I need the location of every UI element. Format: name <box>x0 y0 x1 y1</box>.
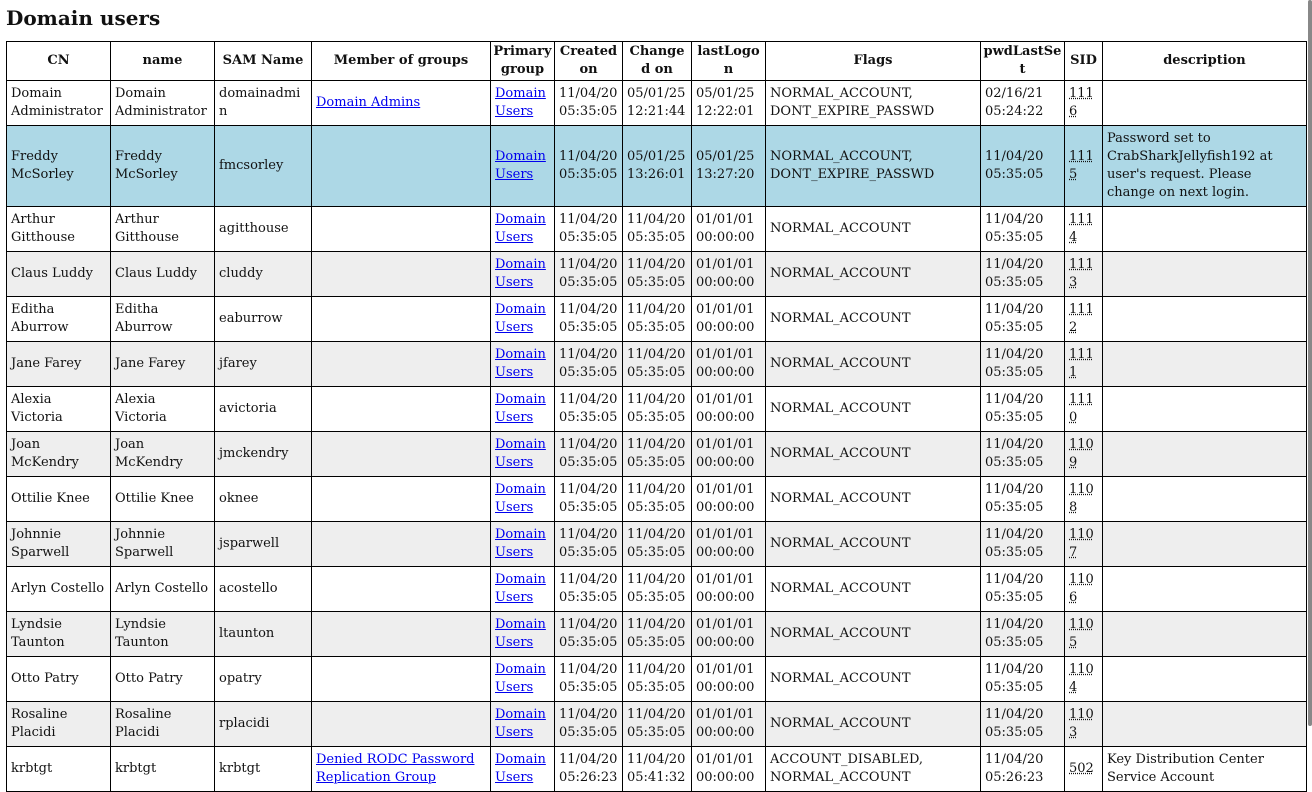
col-header-flags[interactable]: Flags <box>766 42 981 81</box>
cell-primary-group <box>491 747 555 792</box>
col-header-description[interactable]: description <box>1103 42 1307 81</box>
cell-flags: ACCOUNT_DISABLED, NORMAL_ACCOUNT <box>766 747 981 792</box>
cell-cn: Otto Patry <box>7 657 111 702</box>
cell-changed-on: 11/04/20 05:35:05 <box>623 207 692 252</box>
table-row[interactable] <box>7 522 1307 567</box>
cell-name: Ottilie Knee <box>111 477 215 522</box>
col-header-pwdlastset[interactable]: pwdLastSet <box>981 42 1065 81</box>
cell-sam-name: acostello <box>215 567 312 612</box>
cell-lastlogon: 01/01/01 00:00:00 <box>692 657 766 702</box>
cell-member-of-groups <box>312 81 491 126</box>
cell-sam-name: jsparwell <box>215 522 312 567</box>
cell-pwdlastset: 11/04/20 05:35:05 <box>981 297 1065 342</box>
cell-name: Editha Aburrow <box>111 297 215 342</box>
cell-member-of-groups <box>312 297 491 342</box>
cell-member-of-groups <box>312 612 491 657</box>
cell-cn: Claus Luddy <box>7 252 111 297</box>
cell-created-on: 11/04/20 05:35:05 <box>555 387 623 432</box>
cell-primary-group <box>491 522 555 567</box>
sid-value[interactable]: 1113 <box>1069 257 1094 290</box>
cell-cn: Johnnie Sparwell <box>7 522 111 567</box>
cell-primary-group <box>491 342 555 387</box>
cell-description <box>1103 297 1307 342</box>
cell-created-on: 11/04/20 05:35:05 <box>555 477 623 522</box>
sid-value[interactable]: 1107 <box>1069 527 1094 560</box>
cell-pwdlastset: 11/04/20 05:26:23 <box>981 747 1065 792</box>
cell-name: Rosaline Placidi <box>111 702 215 747</box>
cell-member-of-groups <box>312 522 491 567</box>
cell-member-of-groups <box>312 252 491 297</box>
cell-name: Arlyn Costello <box>111 567 215 612</box>
cell-primary-group <box>491 432 555 477</box>
col-header-sam-name[interactable]: SAM Name <box>215 42 312 81</box>
cell-changed-on: 11/04/20 05:35:05 <box>623 387 692 432</box>
primary-group-link[interactable]: Domain Users <box>495 302 546 335</box>
cell-flags: NORMAL_ACCOUNT <box>766 387 981 432</box>
primary-group-link[interactable]: Domain Users <box>495 86 546 119</box>
sid-value[interactable]: 1106 <box>1069 572 1094 605</box>
cell-changed-on: 11/04/20 05:35:05 <box>623 252 692 297</box>
primary-group-link[interactable]: Domain Users <box>495 392 546 425</box>
cell-sam-name: opatry <box>215 657 312 702</box>
cell-cn: Rosaline Placidi <box>7 702 111 747</box>
primary-group-link[interactable]: Domain Users <box>495 752 546 785</box>
sid-value[interactable]: 1104 <box>1069 662 1094 695</box>
cell-primary-group <box>491 612 555 657</box>
cell-name: Johnnie Sparwell <box>111 522 215 567</box>
cell-description <box>1103 702 1307 747</box>
cell-member-of-groups <box>312 207 491 252</box>
cell-sid <box>1065 342 1103 387</box>
table-row[interactable] <box>7 387 1307 432</box>
cell-flags: NORMAL_ACCOUNT <box>766 657 981 702</box>
col-header-primary-group[interactable]: Primary group <box>491 42 555 81</box>
cell-sam-name: domainadmin <box>215 81 312 126</box>
cell-pwdlastset: 02/16/21 05:24:22 <box>981 81 1065 126</box>
cell-created-on: 11/04/20 05:35:05 <box>555 252 623 297</box>
cell-pwdlastset: 11/04/20 05:35:05 <box>981 126 1065 207</box>
cell-description: Key Distribution Center Service Account <box>1103 747 1307 792</box>
cell-lastlogon: 05/01/25 12:22:01 <box>692 81 766 126</box>
table-row[interactable] <box>7 342 1307 387</box>
cell-flags: NORMAL_ACCOUNT, DONT_EXPIRE_PASSWD <box>766 81 981 126</box>
cell-cn: krbtgt <box>7 747 111 792</box>
cell-primary-group <box>491 297 555 342</box>
cell-created-on: 11/04/20 05:35:05 <box>555 342 623 387</box>
cell-pwdlastset: 11/04/20 05:35:05 <box>981 207 1065 252</box>
cell-sid <box>1065 702 1103 747</box>
cell-sid <box>1065 81 1103 126</box>
cell-name: Joan McKendry <box>111 432 215 477</box>
primary-group-link[interactable]: Domain Users <box>495 347 546 380</box>
cell-lastlogon: 01/01/01 00:00:00 <box>692 432 766 477</box>
cell-member-of-groups <box>312 747 491 792</box>
page-title: Domain users <box>6 6 161 30</box>
cell-lastlogon: 01/01/01 00:00:00 <box>692 207 766 252</box>
cell-created-on: 11/04/20 05:35:05 <box>555 207 623 252</box>
sid-value[interactable]: 1108 <box>1069 482 1094 515</box>
cell-pwdlastset: 11/04/20 05:35:05 <box>981 342 1065 387</box>
vertical-scrollbar[interactable] <box>1308 0 1312 726</box>
cell-created-on: 11/04/20 05:35:05 <box>555 702 623 747</box>
cell-description <box>1103 432 1307 477</box>
cell-description <box>1103 522 1307 567</box>
cell-changed-on: 05/01/25 13:26:01 <box>623 126 692 207</box>
cell-primary-group <box>491 387 555 432</box>
cell-changed-on: 11/04/20 05:35:05 <box>623 612 692 657</box>
sid-value[interactable]: 1105 <box>1069 617 1094 650</box>
cell-lastlogon: 01/01/01 00:00:00 <box>692 567 766 612</box>
cell-sam-name: avictoria <box>215 387 312 432</box>
cell-cn: Lyndsie Taunton <box>7 612 111 657</box>
cell-name: Alexia Victoria <box>111 387 215 432</box>
cell-member-of-groups <box>312 657 491 702</box>
cell-flags: NORMAL_ACCOUNT <box>766 432 981 477</box>
cell-name: Claus Luddy <box>111 252 215 297</box>
cell-created-on: 11/04/20 05:35:05 <box>555 567 623 612</box>
col-header-created-on[interactable]: Created on <box>555 42 623 81</box>
cell-changed-on: 11/04/20 05:41:32 <box>623 747 692 792</box>
cell-pwdlastset: 11/04/20 05:35:05 <box>981 477 1065 522</box>
table-row[interactable] <box>7 252 1307 297</box>
cell-cn: Arthur Gitthouse <box>7 207 111 252</box>
cell-sam-name: fmcsorley <box>215 126 312 207</box>
cell-created-on: 11/04/20 05:35:05 <box>555 432 623 477</box>
primary-group-link[interactable]: Domain Users <box>495 662 546 695</box>
table-row[interactable] <box>7 207 1307 252</box>
sid-value[interactable]: 1111 <box>1069 347 1094 380</box>
cell-description <box>1103 252 1307 297</box>
cell-lastlogon: 01/01/01 00:00:00 <box>692 297 766 342</box>
cell-description <box>1103 477 1307 522</box>
table-row[interactable] <box>7 126 1307 207</box>
cell-name: Domain Administrator <box>111 81 215 126</box>
cell-primary-group <box>491 702 555 747</box>
cell-cn: Jane Farey <box>7 342 111 387</box>
cell-name: Otto Patry <box>111 657 215 702</box>
cell-pwdlastset: 11/04/20 05:35:05 <box>981 612 1065 657</box>
cell-sid <box>1065 567 1103 612</box>
cell-flags: NORMAL_ACCOUNT <box>766 567 981 612</box>
sid-value[interactable]: 1114 <box>1069 212 1094 245</box>
cell-lastlogon: 01/01/01 00:00:00 <box>692 342 766 387</box>
cell-changed-on: 11/04/20 05:35:05 <box>623 657 692 702</box>
cell-name: Freddy McSorley <box>111 126 215 207</box>
cell-cn: Arlyn Costello <box>7 567 111 612</box>
cell-created-on: 11/04/20 05:35:05 <box>555 297 623 342</box>
group-link[interactable]: Denied RODC Password Replication Group <box>316 752 475 785</box>
cell-sid <box>1065 207 1103 252</box>
cell-lastlogon: 01/01/01 00:00:00 <box>692 522 766 567</box>
table-row[interactable] <box>7 657 1307 702</box>
table-row[interactable] <box>7 567 1307 612</box>
sid-value[interactable]: 1116 <box>1069 86 1094 119</box>
cell-sid <box>1065 522 1103 567</box>
cell-sam-name: eaburrow <box>215 297 312 342</box>
cell-description: Password set to CrabSharkJellyfish192 at user's request. Please change on next login. <box>1103 126 1307 207</box>
cell-name: Jane Farey <box>111 342 215 387</box>
cell-member-of-groups <box>312 432 491 477</box>
group-link[interactable]: Domain Admins <box>316 95 421 110</box>
cell-pwdlastset: 11/04/20 05:35:05 <box>981 387 1065 432</box>
primary-group-link[interactable]: Domain Users <box>495 572 546 605</box>
table-row[interactable] <box>7 612 1307 657</box>
cell-sid <box>1065 432 1103 477</box>
cell-sam-name: ltaunton <box>215 612 312 657</box>
cell-sam-name: cluddy <box>215 252 312 297</box>
primary-group-link[interactable]: Domain Users <box>495 149 546 182</box>
table-row[interactable] <box>7 477 1307 522</box>
cell-cn: Joan McKendry <box>7 432 111 477</box>
primary-group-link[interactable]: Domain Users <box>495 437 546 470</box>
cell-sam-name: oknee <box>215 477 312 522</box>
cell-created-on: 11/04/20 05:35:05 <box>555 126 623 207</box>
cell-lastlogon: 05/01/25 13:27:20 <box>692 126 766 207</box>
table-row[interactable] <box>7 297 1307 342</box>
cell-flags: NORMAL_ACCOUNT <box>766 612 981 657</box>
cell-flags: NORMAL_ACCOUNT, DONT_EXPIRE_PASSWD <box>766 126 981 207</box>
cell-member-of-groups <box>312 477 491 522</box>
sid-value[interactable]: 1109 <box>1069 437 1094 470</box>
primary-group-link[interactable]: Domain Users <box>495 707 546 740</box>
cell-primary-group <box>491 207 555 252</box>
cell-member-of-groups <box>312 567 491 612</box>
cell-name: Lyndsie Taunton <box>111 612 215 657</box>
cell-flags: NORMAL_ACCOUNT <box>766 522 981 567</box>
cell-primary-group <box>491 657 555 702</box>
primary-group-link[interactable]: Domain Users <box>495 482 546 515</box>
cell-changed-on: 11/04/20 05:35:05 <box>623 477 692 522</box>
cell-description <box>1103 387 1307 432</box>
col-header-sid[interactable]: SID <box>1065 42 1103 81</box>
cell-lastlogon: 01/01/01 00:00:00 <box>692 747 766 792</box>
cell-primary-group <box>491 126 555 207</box>
cell-member-of-groups <box>312 702 491 747</box>
cell-primary-group <box>491 477 555 522</box>
cell-member-of-groups <box>312 342 491 387</box>
cell-lastlogon: 01/01/01 00:00:00 <box>692 387 766 432</box>
col-header-cn[interactable]: CN <box>7 42 111 81</box>
cell-changed-on: 11/04/20 05:35:05 <box>623 567 692 612</box>
cell-primary-group <box>491 81 555 126</box>
cell-description <box>1103 81 1307 126</box>
cell-lastlogon: 01/01/01 00:00:00 <box>692 477 766 522</box>
cell-description <box>1103 342 1307 387</box>
cell-sam-name: rplacidi <box>215 702 312 747</box>
cell-sid <box>1065 657 1103 702</box>
cell-pwdlastset: 11/04/20 05:35:05 <box>981 702 1065 747</box>
cell-sid <box>1065 126 1103 207</box>
sid-value[interactable]: 1103 <box>1069 707 1094 740</box>
cell-created-on: 11/04/20 05:35:05 <box>555 612 623 657</box>
cell-cn: Ottilie Knee <box>7 477 111 522</box>
cell-description <box>1103 207 1307 252</box>
cell-flags: NORMAL_ACCOUNT <box>766 297 981 342</box>
cell-changed-on: 11/04/20 05:35:05 <box>623 342 692 387</box>
table-header-row <box>7 42 1307 81</box>
sid-value[interactable]: 502 <box>1069 761 1094 776</box>
cell-description <box>1103 567 1307 612</box>
cell-name: Arthur Gitthouse <box>111 207 215 252</box>
cell-sid <box>1065 387 1103 432</box>
cell-pwdlastset: 11/04/20 05:35:05 <box>981 657 1065 702</box>
cell-sid <box>1065 252 1103 297</box>
cell-member-of-groups <box>312 387 491 432</box>
cell-sam-name: krbtgt <box>215 747 312 792</box>
cell-lastlogon: 01/01/01 00:00:00 <box>692 612 766 657</box>
table-row[interactable] <box>7 702 1307 747</box>
cell-flags: NORMAL_ACCOUNT <box>766 702 981 747</box>
table-row[interactable] <box>7 747 1307 792</box>
cell-sam-name: jmckendry <box>215 432 312 477</box>
cell-sid <box>1065 477 1103 522</box>
col-header-changed-on[interactable]: Changed on <box>623 42 692 81</box>
primary-group-link[interactable]: Domain Users <box>495 212 546 245</box>
cell-sam-name: jfarey <box>215 342 312 387</box>
cell-flags: NORMAL_ACCOUNT <box>766 252 981 297</box>
cell-primary-group <box>491 252 555 297</box>
cell-pwdlastset: 11/04/20 05:35:05 <box>981 432 1065 477</box>
cell-name: krbtgt <box>111 747 215 792</box>
cell-changed-on: 11/04/20 05:35:05 <box>623 432 692 477</box>
cell-changed-on: 11/04/20 05:35:05 <box>623 297 692 342</box>
cell-pwdlastset: 11/04/20 05:35:05 <box>981 252 1065 297</box>
cell-changed-on: 11/04/20 05:35:05 <box>623 702 692 747</box>
cell-flags: NORMAL_ACCOUNT <box>766 207 981 252</box>
cell-cn: Domain Administrator <box>7 81 111 126</box>
cell-changed-on: 11/04/20 05:35:05 <box>623 522 692 567</box>
cell-flags: NORMAL_ACCOUNT <box>766 342 981 387</box>
cell-cn: Alexia Victoria <box>7 387 111 432</box>
sid-value[interactable]: 1115 <box>1069 149 1094 182</box>
cell-description <box>1103 657 1307 702</box>
cell-flags: NORMAL_ACCOUNT <box>766 477 981 522</box>
col-header-name[interactable]: name <box>111 42 215 81</box>
cell-created-on: 11/04/20 05:35:05 <box>555 657 623 702</box>
cell-primary-group <box>491 567 555 612</box>
cell-member-of-groups <box>312 126 491 207</box>
cell-cn: Editha Aburrow <box>7 297 111 342</box>
cell-pwdlastset: 11/04/20 05:35:05 <box>981 567 1065 612</box>
sid-value[interactable]: 1112 <box>1069 302 1094 335</box>
col-header-lastlogon[interactable]: lastLogon <box>692 42 766 81</box>
cell-pwdlastset: 11/04/20 05:35:05 <box>981 522 1065 567</box>
table-row[interactable] <box>7 432 1307 477</box>
cell-sam-name: agitthouse <box>215 207 312 252</box>
cell-created-on: 11/04/20 05:35:05 <box>555 81 623 126</box>
cell-changed-on: 05/01/25 12:21:44 <box>623 81 692 126</box>
cell-sid <box>1065 297 1103 342</box>
sid-value[interactable]: 1110 <box>1069 392 1094 425</box>
cell-lastlogon: 01/01/01 00:00:00 <box>692 702 766 747</box>
table-row[interactable] <box>7 81 1307 126</box>
cell-sid <box>1065 747 1103 792</box>
cell-description <box>1103 612 1307 657</box>
primary-group-link[interactable]: Domain Users <box>495 257 546 290</box>
cell-created-on: 11/04/20 05:35:05 <box>555 522 623 567</box>
primary-group-link[interactable]: Domain Users <box>495 527 546 560</box>
cell-created-on: 11/04/20 05:26:23 <box>555 747 623 792</box>
cell-cn: Freddy McSorley <box>7 126 111 207</box>
cell-sid <box>1065 612 1103 657</box>
cell-lastlogon: 01/01/01 00:00:00 <box>692 252 766 297</box>
primary-group-link[interactable]: Domain Users <box>495 617 546 650</box>
users-table <box>6 41 1307 792</box>
col-header-member-of-groups[interactable]: Member of groups <box>312 42 491 81</box>
